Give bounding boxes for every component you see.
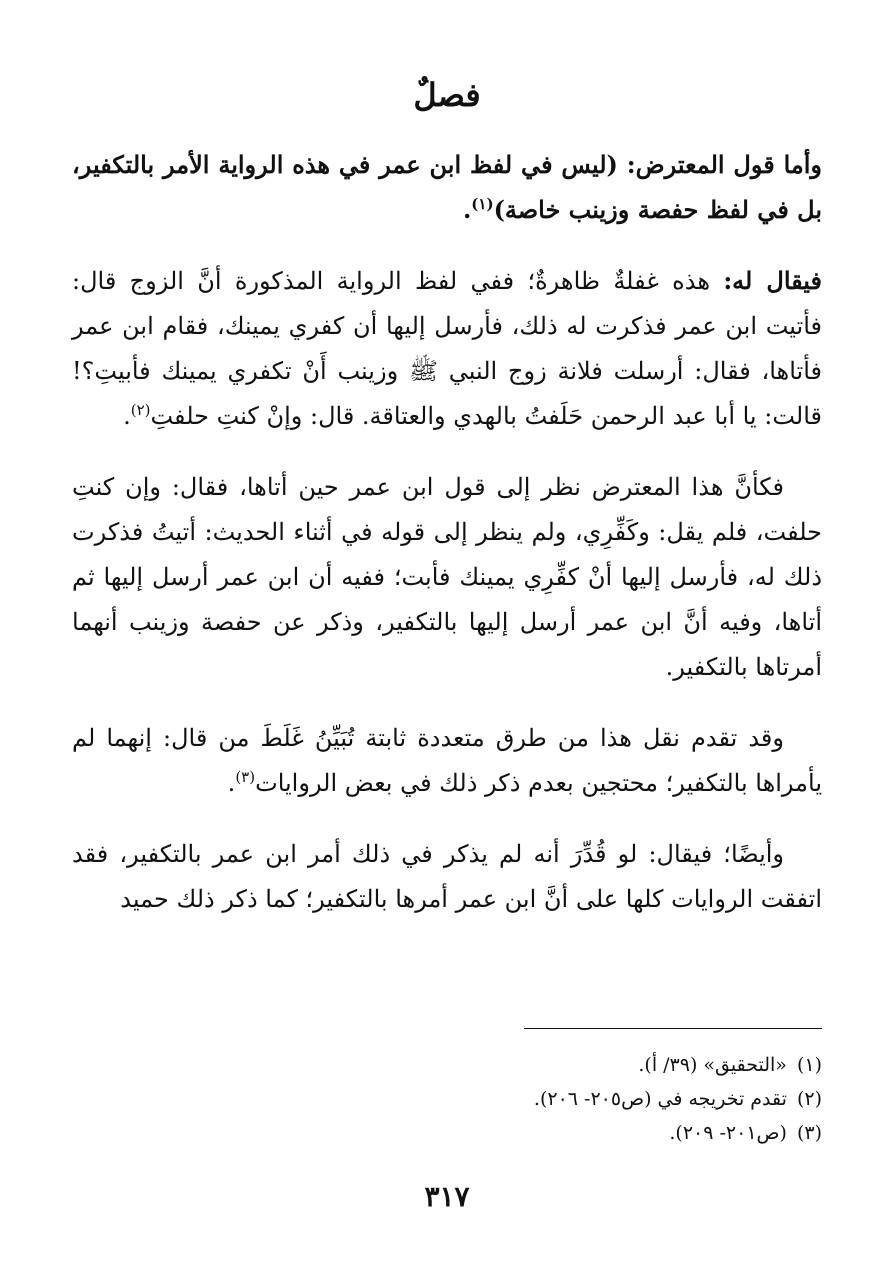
footnote-ref: (١) — [471, 195, 494, 213]
footnote-mark: (١) — [796, 1054, 822, 1076]
paragraph-prior-citation — [72, 716, 822, 806]
page-number: ٣١٧ — [424, 1180, 470, 1213]
paragraph-further-argument — [72, 832, 822, 922]
footnote-item — [72, 1048, 822, 1082]
paragraph-end: . — [227, 769, 236, 797]
book-page — [72, 70, 822, 1270]
paragraph-body: هذه غفلةٌ ظاهرةٌ؛ ففي لفظ الرواية المذكورة أنَّ الزوج قال: فأتيت ابن عمر فذكرت له ذلك، فأرسل إليها أن كفري يمينك، فقام ابن عمر فأتاها، فقال: أرسلت فلانة زوج النبي ﷺ وزينب أَنْ تكفري يمينك فأبيتِ؟! قالت: يا أبا عبد الرحمن حَلَفتُ بالهدي والعتاقة. قال: وإنْ كنتِ حلفتِ — [72, 267, 822, 430]
paragraph-body: (ليس في لفظ ابن عمر في هذه الرواية الأمر بالتكفير، بل في لفظ حفصة وزينب خاصة) — [72, 150, 822, 224]
paragraph-body: وأيضًا؛ فيقال: لو قُدِّرَ أنه لم يذكر في ذلك أمر ابن عمر بالتكفير، فقد اتفقت الروايات كلها على أنَّ ابن عمر أمرها بالتكفير؛ كما ذكر ذلك حميد — [72, 840, 822, 913]
paragraph-objection — [72, 142, 822, 232]
footnote-mark: (٢) — [796, 1088, 822, 1110]
paragraph-body: وقد تقدم نقل هذا من طرق متعددة ثابتة تُبَيِّنُ غَلَطَ من قال: إنهما لم يأمراها بالتكفير؛ محتجين بعدم ذكر ذلك في بعض الروايات — [72, 724, 822, 797]
footnote-item — [72, 1082, 822, 1116]
footnotes — [72, 1048, 822, 1150]
paragraph-lead: فيقال له: — [723, 266, 823, 295]
paragraph-lead: وأما قول المعترض: — [626, 150, 822, 179]
footnote-divider — [524, 1028, 822, 1029]
footnote-mark: (٣) — [796, 1122, 822, 1144]
footnote-ref: (٣) — [235, 768, 256, 786]
section-heading: فصلٌ — [413, 76, 481, 114]
footnote-text: تقدم تخريجه في (ص٢٠٥- ٢٠٦). — [533, 1088, 787, 1110]
footnote-text: «التحقيق» (٣٩/ أ). — [638, 1054, 787, 1076]
footnote-text: (ص٢٠١- ٢٠٩). — [669, 1122, 787, 1144]
footnote-item — [72, 1116, 822, 1150]
footnote-ref: (٢) — [130, 401, 151, 419]
paragraph-body: فكأنَّ هذا المعترض نظر إلى قول ابن عمر حين أتاها، فقال: وإن كنتِ حلفت، فلم يقل: وكَفِّرِي، ولم ينظر إلى قوله في أثناء الحديث: أتيتُ فذكرت ذلك له، فأرسل إليها أنْ كفِّرِي يمينك فأبت؛ ففيه أن ابن عمر أرسل إليها ثم أتاها، وفيه أنَّ ابن عمر أرسل إليها بالتكفير، وذكر عن حفصة وزينب أنهما أمرتاها بالتكفير. — [72, 473, 823, 681]
paragraph-end: . — [123, 402, 131, 430]
paragraph-end: . — [462, 195, 472, 224]
paragraph-analysis — [72, 465, 822, 690]
paragraph-reply — [72, 258, 822, 439]
